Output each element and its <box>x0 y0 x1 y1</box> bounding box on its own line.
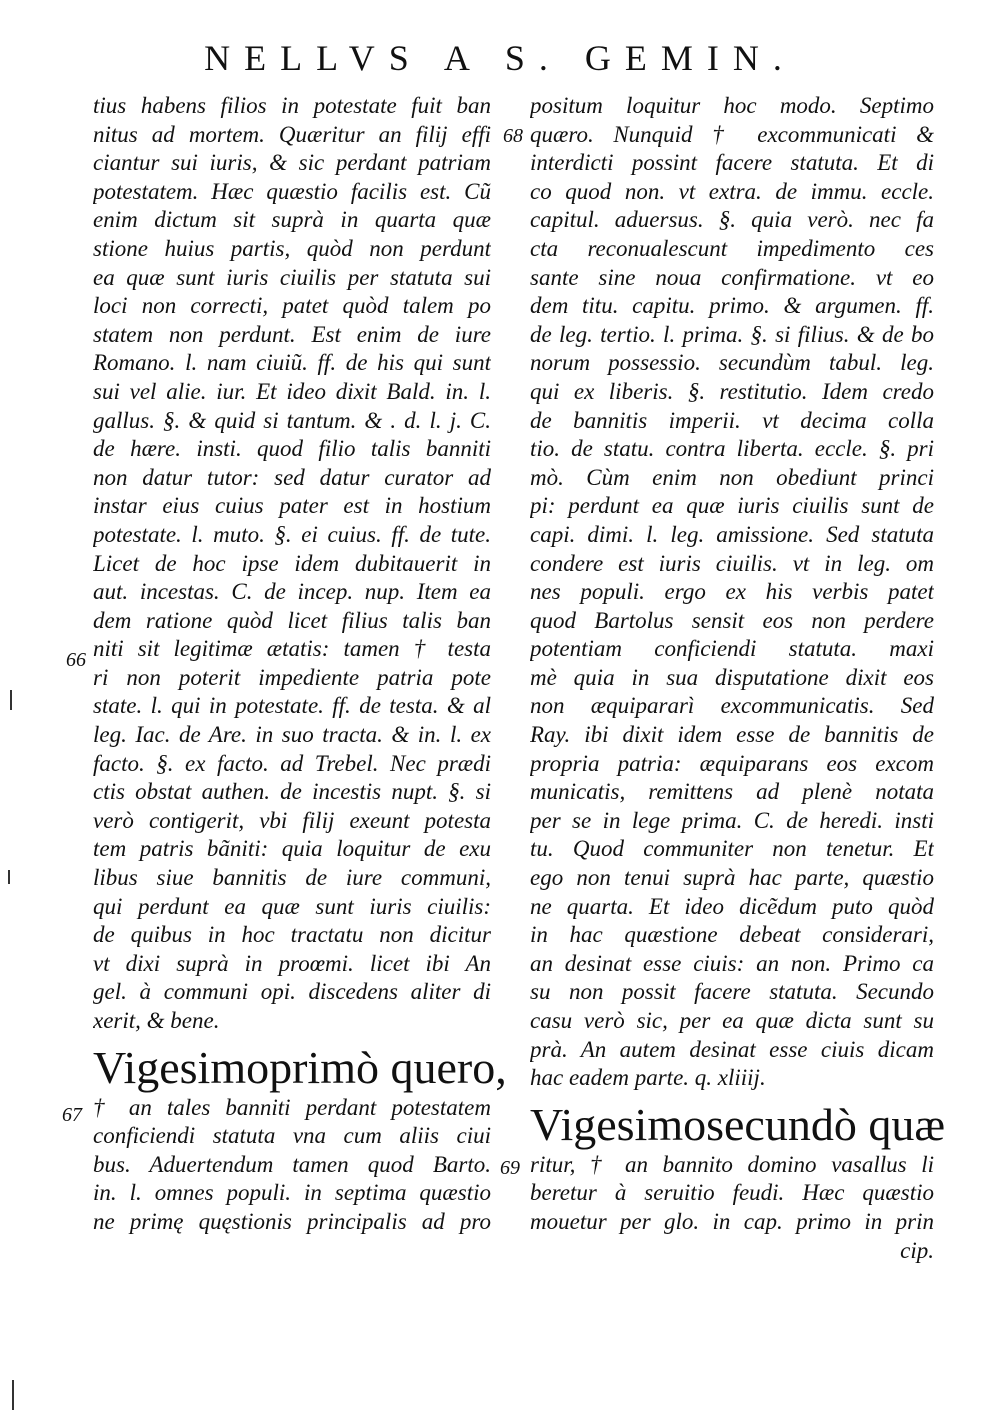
text-line: statem non perdunt. Est enim de iure <box>93 321 491 347</box>
text-line: norum possessio. secundùm tabul. leg. <box>530 350 934 376</box>
text-line: tu. Quod communiter non tenetur. Et <box>530 836 934 862</box>
text-line: Ray. ibi dixit idem esse de bannitis de <box>530 722 934 748</box>
left-section-heading: Vigesimoprimò quero, <box>93 1041 507 1093</box>
text-line: gallus. §. & quid si tantum. & . d. l. j. C. <box>93 407 491 433</box>
text-line: de leg. tertio. l. prima. §. si filius. & de bo <box>530 321 934 347</box>
text-line: ego non tenui suprà hac parte, quæstio <box>530 865 934 891</box>
text-line: nitus ad mortem. Quæritur an filij effi <box>93 121 491 147</box>
text-line: conficiendi statuta vna cum aliis ciui <box>93 1123 491 1149</box>
text-line: capitul. aduersus. §. quia verò. nec fa <box>530 207 934 233</box>
text-line: gel. à communi opi. discedens aliter di <box>93 979 491 1005</box>
margin-number-67: 67 <box>62 1104 82 1126</box>
running-head: NELLVS A S. GEMIN. <box>204 38 796 78</box>
catchword: cip. <box>900 1237 934 1263</box>
text-line: quæro. Nunquid † excommunicati & <box>530 121 934 147</box>
text-line: loci non correcti, patet quòd talem po <box>93 293 491 319</box>
text-line: facto. §. ex facto. ad Trebel. Nec prædi <box>93 750 491 776</box>
text-line: de bannitis imperii. vt decima colla <box>530 407 934 433</box>
text-line: leg. Iac. de Are. in suo tracta. & in. l. ex <box>93 722 491 748</box>
text-line: potestate. l. muto. §. ei cuius. ff. de tute. <box>93 521 491 547</box>
text-line: an desinat esse ciuis: an non. Primo ca <box>530 950 934 976</box>
text-line: ritur, † an bannito domino vasallus li <box>530 1151 934 1177</box>
text-line: beretur à seruitio feudi. Hæc quæstio <box>530 1180 934 1206</box>
margin-number-69: 69 <box>500 1157 520 1179</box>
left-column-text-b <box>93 1094 491 1237</box>
scan-speck <box>12 1380 14 1410</box>
right-section-heading: Vigesimosecundò quæ <box>530 1098 946 1150</box>
text-line: niti sit legitimæ ætatis: tamen † testa <box>93 636 491 662</box>
text-line: prà. An autem desinat esse ciuis dicam <box>530 1036 934 1062</box>
text-line: de quibus in hoc tractatu non dicitur <box>93 922 491 948</box>
text-line: co quod non. vt extra. de immu. eccle. <box>530 178 934 204</box>
text-line: non datur tutor: sed datur curator ad <box>93 464 491 490</box>
text-line: sui vel alie. iur. Et ideo dixit Bald. in. l. <box>93 378 491 404</box>
text-line: ea quæ sunt iuris ciuilis per statuta sui <box>93 264 491 290</box>
scan-speck <box>8 870 10 884</box>
left-column-text-a <box>93 92 491 1007</box>
right-column-text-b <box>530 1151 934 1237</box>
text-line: dem ratione quòd licet filius talis ban <box>93 607 491 633</box>
margin-number-68: 68 <box>503 125 523 147</box>
text-line: quod Bartolus sensit eos non perdere <box>530 607 934 633</box>
text-line: potentiam conficiendi statuta. maxi <box>530 636 934 662</box>
text-line: verò contigerit, vbi filij exeunt potesta <box>93 807 491 833</box>
text-line: ne quarta. Et ideo dicẽdum puto quòd <box>530 893 934 919</box>
right-paragraph-last-line: hac eadem parte. q. xliiij. <box>530 1065 766 1091</box>
text-line: Licet de hoc ipse idem dubitauerit in <box>93 550 491 576</box>
text-line: propria patria: æquiparans eos excom <box>530 750 934 776</box>
text-line: in hac quæstione debeat considerari, <box>530 922 934 948</box>
text-line: instar eius cuius pater est in hostium <box>93 493 491 519</box>
text-line: mè quia in sua disputatione dixit eos <box>530 664 934 690</box>
text-line: su non possit facere statuta. Secundo <box>530 979 934 1005</box>
text-line: dem titu. capitu. primo. & argumen. ff. <box>530 293 934 319</box>
text-line: vt dixi suprà in proœmi. licet ibi An <box>93 950 491 976</box>
text-line: qui ex liberis. §. restitutio. Idem credo <box>530 378 934 404</box>
text-line: mouetur per glo. in cap. primo in prin <box>530 1208 934 1234</box>
text-line: tem patris bãniti: quia loquitur de exu <box>93 836 491 862</box>
text-line: aut. incestas. C. de incep. nup. Item ea <box>93 579 491 605</box>
text-line: stione huius partis, quòd non perdunt <box>93 235 491 261</box>
text-line: enim dictum sit suprà in quarta quæ <box>93 207 491 233</box>
text-line: state. l. qui in potestate. ff. de testa. & al <box>93 693 491 719</box>
text-line: qui perdunt ea quæ sunt iuris ciuilis: <box>93 893 491 919</box>
text-line: sante sine noua confirmatione. vt eo <box>530 264 934 290</box>
text-line: tio. de statu. contra liberta. eccle. §. pri <box>530 436 934 462</box>
text-line: ne primę quęstionis principalis ad pro <box>93 1208 491 1234</box>
text-line: interdicti possint facere statuta. Et di <box>530 150 934 176</box>
text-line: capi. dimi. l. leg. amissione. Sed statuta <box>530 521 934 547</box>
text-line: ciantur sui iuris, & sic perdant patriam <box>93 150 491 176</box>
text-line: condere est iuris ciuilis. vt in leg. om <box>530 550 934 576</box>
left-paragraph-last-line: xerit, & bene. <box>93 1008 220 1033</box>
text-line: non æquipararì excommunicatis. Sed <box>530 693 934 719</box>
text-line: † an tales banniti perdant potestatem <box>93 1094 491 1120</box>
text-line: per se in lege prima. C. de heredi. insti <box>530 807 934 833</box>
margin-number-66: 66 <box>66 649 86 671</box>
text-line: municatis, remittens ad plenè notata <box>530 779 934 805</box>
text-line: mò. Cùm enim non obediunt princi <box>530 464 934 490</box>
right-column-text-a <box>530 92 934 1064</box>
text-line: ctis obstat authen. de incestis nupt. §. si <box>93 779 491 805</box>
text-line: casu verò sic, per ea quæ dicta sunt su <box>530 1008 934 1033</box>
text-line: positum loquitur hoc modo. Septimo <box>530 93 934 118</box>
text-line: nes populi. ergo ex his verbis patet <box>530 579 934 605</box>
text-line: pi: perdunt ea quæ iuris ciuilis sunt de <box>530 493 934 519</box>
left-column <box>93 92 507 1237</box>
text-line: cta reconualescunt impedimento ces <box>530 235 934 261</box>
text-line: libus siue bannitis de iure communi, <box>93 865 491 891</box>
scan-speck <box>10 690 12 710</box>
text-line: Romano. l. nam ciuiũ. ff. de his qui sunt <box>93 350 491 376</box>
text-line: bus. Aduertendum tamen quod Barto. <box>93 1151 491 1177</box>
text-line: ri non poterit impediente patria pote <box>93 664 491 690</box>
text-line: in. l. omnes populi. in septima quæstio <box>93 1180 491 1206</box>
text-line: potestatem. Hæc quæstio facilis est. Cũ <box>93 178 491 204</box>
text-line: tius habens filios in potestate fuit ban <box>93 93 491 118</box>
right-column <box>530 92 946 1265</box>
text-line: de hære. insti. quod filio talis banniti <box>93 436 491 462</box>
